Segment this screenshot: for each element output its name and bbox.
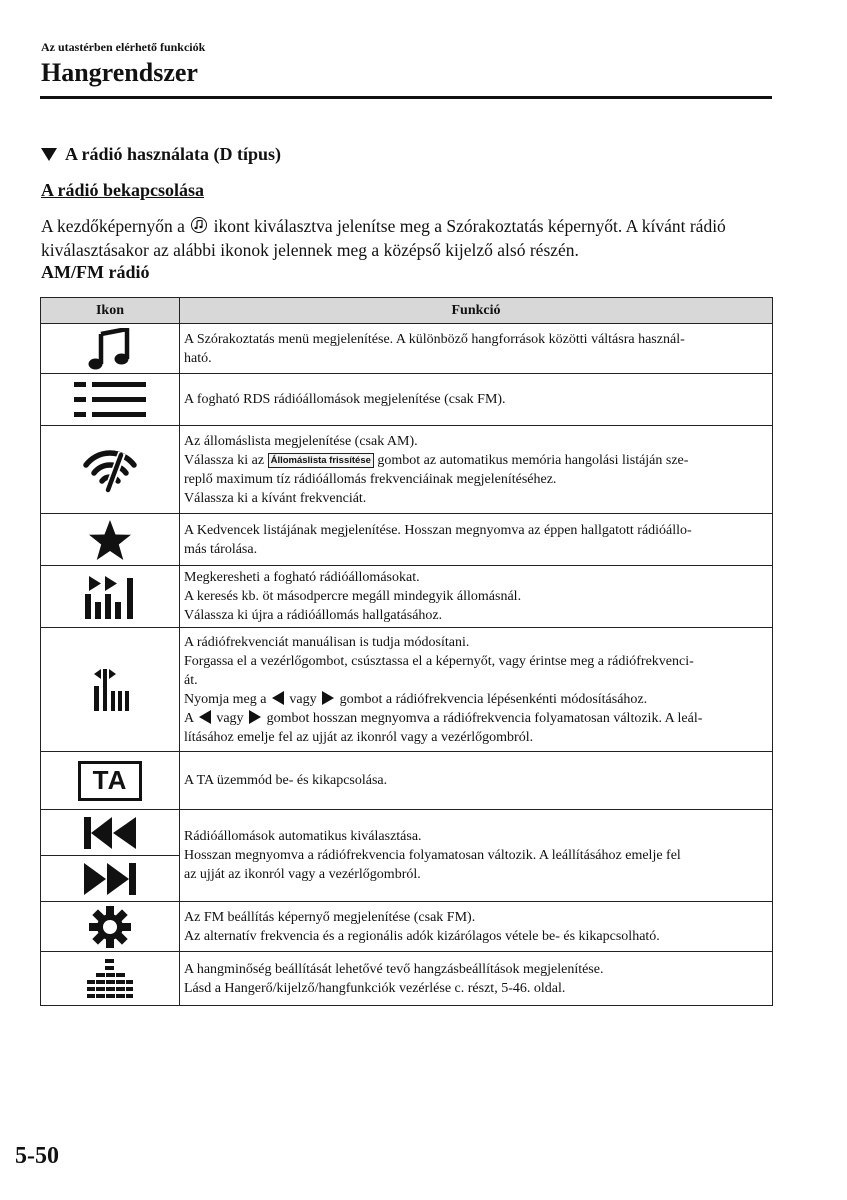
- row-text-part: gombot az automatikus memória hangolási listáján sze-: [377, 452, 689, 468]
- row-text: az ujját az ikonról vagy a vezérlőgombról.: [184, 867, 421, 882]
- table-row: [41, 426, 773, 514]
- row-text-part: vagy: [289, 691, 317, 707]
- row-text: Rádióállomások automatikus kiválasztása.: [184, 829, 422, 844]
- header-icon: Ikon: [41, 298, 180, 324]
- table-row: [41, 324, 773, 374]
- music-note-icon: [87, 328, 133, 370]
- row-text: Lásd a Hangerő/kijelző/hangfunkciók vezérlése c. részt, 5-46. oldal.: [184, 980, 566, 996]
- row-text: Megkeresheti a fogható rádióállomásokat.: [184, 570, 420, 585]
- header-divider: [40, 96, 772, 99]
- row-text-with-arrows: [184, 709, 768, 728]
- row-text: Válassza ki újra a rádióállomás hallgatásához.: [184, 608, 443, 623]
- row-text-part: Nyomja meg a: [184, 691, 267, 707]
- section-heading: [41, 144, 281, 165]
- seek-forward-icon: [82, 862, 138, 896]
- row-text: Forgassa el a vezérlőgombot, csúsztassa el a képernyőt, vagy érintse meg a rádiófrekvenci-: [184, 653, 694, 669]
- intro-text-before: A kezdőképernyőn a: [41, 216, 185, 236]
- table-row: [41, 514, 773, 566]
- header-function: Funkció: [180, 298, 773, 324]
- table-row: [41, 952, 773, 1006]
- sub-heading: A rádió bekapcsolása: [41, 180, 205, 200]
- row-text: át.: [184, 672, 198, 688]
- row-text: Az FM beállítás képernyő megjelenítése (csak FM).: [184, 909, 476, 925]
- triangle-left-icon: [199, 710, 211, 724]
- table-header-row: [41, 298, 773, 324]
- table-row: [41, 628, 773, 752]
- row-text: Hosszan megnyomva a rádiófrekvencia folyamatosan változik. A leállításához emelje fel: [184, 848, 681, 863]
- row-text-part: Válassza ki az: [184, 452, 265, 468]
- ta-icon-label: TA: [92, 765, 128, 795]
- row-text: A fogható RDS rádióállomások megjelenítése (csak FM).: [184, 392, 506, 407]
- manual-tune-icon: [89, 669, 131, 711]
- row-text: A Kedvencek listájának megjelenítése. Hosszan megnyomva az éppen hallgatott rádióállo-: [184, 522, 692, 538]
- music-circle-icon: [191, 217, 207, 233]
- row-text-part: A: [184, 710, 194, 726]
- band-label: AM/FM rádió: [41, 262, 150, 282]
- row-text: Az alternatív frekvencia és a regionális adók kizárólagos vétele be- és kikapcsolható.: [184, 928, 660, 944]
- station-list-refresh-button: Állomáslista frissítése: [268, 453, 374, 468]
- row-text: más tárolása.: [184, 541, 258, 557]
- row-text-with-arrows: [184, 690, 768, 709]
- page-number: 5-50: [15, 1143, 59, 1169]
- gear-icon: [88, 905, 132, 949]
- row-text: ható.: [184, 350, 212, 366]
- section-label: Az utastérben elérhető funkciók: [41, 40, 206, 54]
- equalizer-icon: [87, 958, 133, 1000]
- triangle-right-icon: [249, 710, 261, 724]
- intro-text-after: ikont kiválasztva jelenítse meg a Szórakoztatás képernyőt. A kívánt rádió kiválasztásakor az alábbi ikonok jelennek meg a középső kijelző alsó részén.: [41, 216, 726, 260]
- section-heading-text: A rádió használata (D típus): [65, 144, 282, 164]
- row-text: A TA üzemmód be- és kikapcsolása.: [184, 773, 388, 788]
- table-row: [41, 566, 773, 628]
- table-row: [41, 374, 773, 426]
- row-text: replő maximum tíz rádióállomás frekvenciáinak megjelenítéséhez.: [184, 471, 557, 487]
- page-title: Hangrendszer: [41, 58, 198, 87]
- row-text: A rádiófrekvenciát manuálisan is tudja módosítani.: [184, 634, 470, 650]
- row-text: Válassza ki a kívánt frekvenciát.: [184, 490, 367, 506]
- triangle-right-icon: [322, 691, 334, 705]
- row-text-with-button: [184, 451, 768, 470]
- row-text: A hangminőség beállítását lehetővé tevő hangzásbeállítások megjelenítése.: [184, 961, 604, 977]
- row-text-part: gombot a rádiófrekvencia lépésenkénti módosításához.: [339, 691, 648, 707]
- row-text: Az állomáslista megjelenítése (csak AM).: [184, 433, 418, 449]
- list-icon: [74, 380, 146, 420]
- row-text-part: gombot hosszan megnyomva a rádiófrekvencia folyamatosan változik. A leál-: [266, 710, 703, 726]
- row-text-part: vagy: [216, 710, 244, 726]
- triangle-marker-icon: [41, 148, 57, 161]
- scan-icon: [83, 574, 137, 620]
- triangle-left-icon: [272, 691, 284, 705]
- table-row: [41, 752, 773, 810]
- star-icon: [88, 519, 132, 561]
- row-text: A keresés kb. öt másodpercre megáll mindegyik állomásnál.: [184, 589, 522, 604]
- table-row: [41, 810, 773, 902]
- table-row: [41, 902, 773, 952]
- function-table: [40, 297, 773, 1006]
- station-list-icon: [82, 447, 138, 493]
- seek-back-icon: [82, 816, 138, 850]
- row-text: A Szórakoztatás menü megjelenítése. A különböző hangforrások közötti váltásra használ-: [184, 331, 685, 347]
- row-text: lításához emelje fel az ujját az ikonról vagy a vezérlőgombról.: [184, 729, 534, 745]
- intro-paragraph: [41, 214, 771, 262]
- ta-icon: [78, 761, 142, 801]
